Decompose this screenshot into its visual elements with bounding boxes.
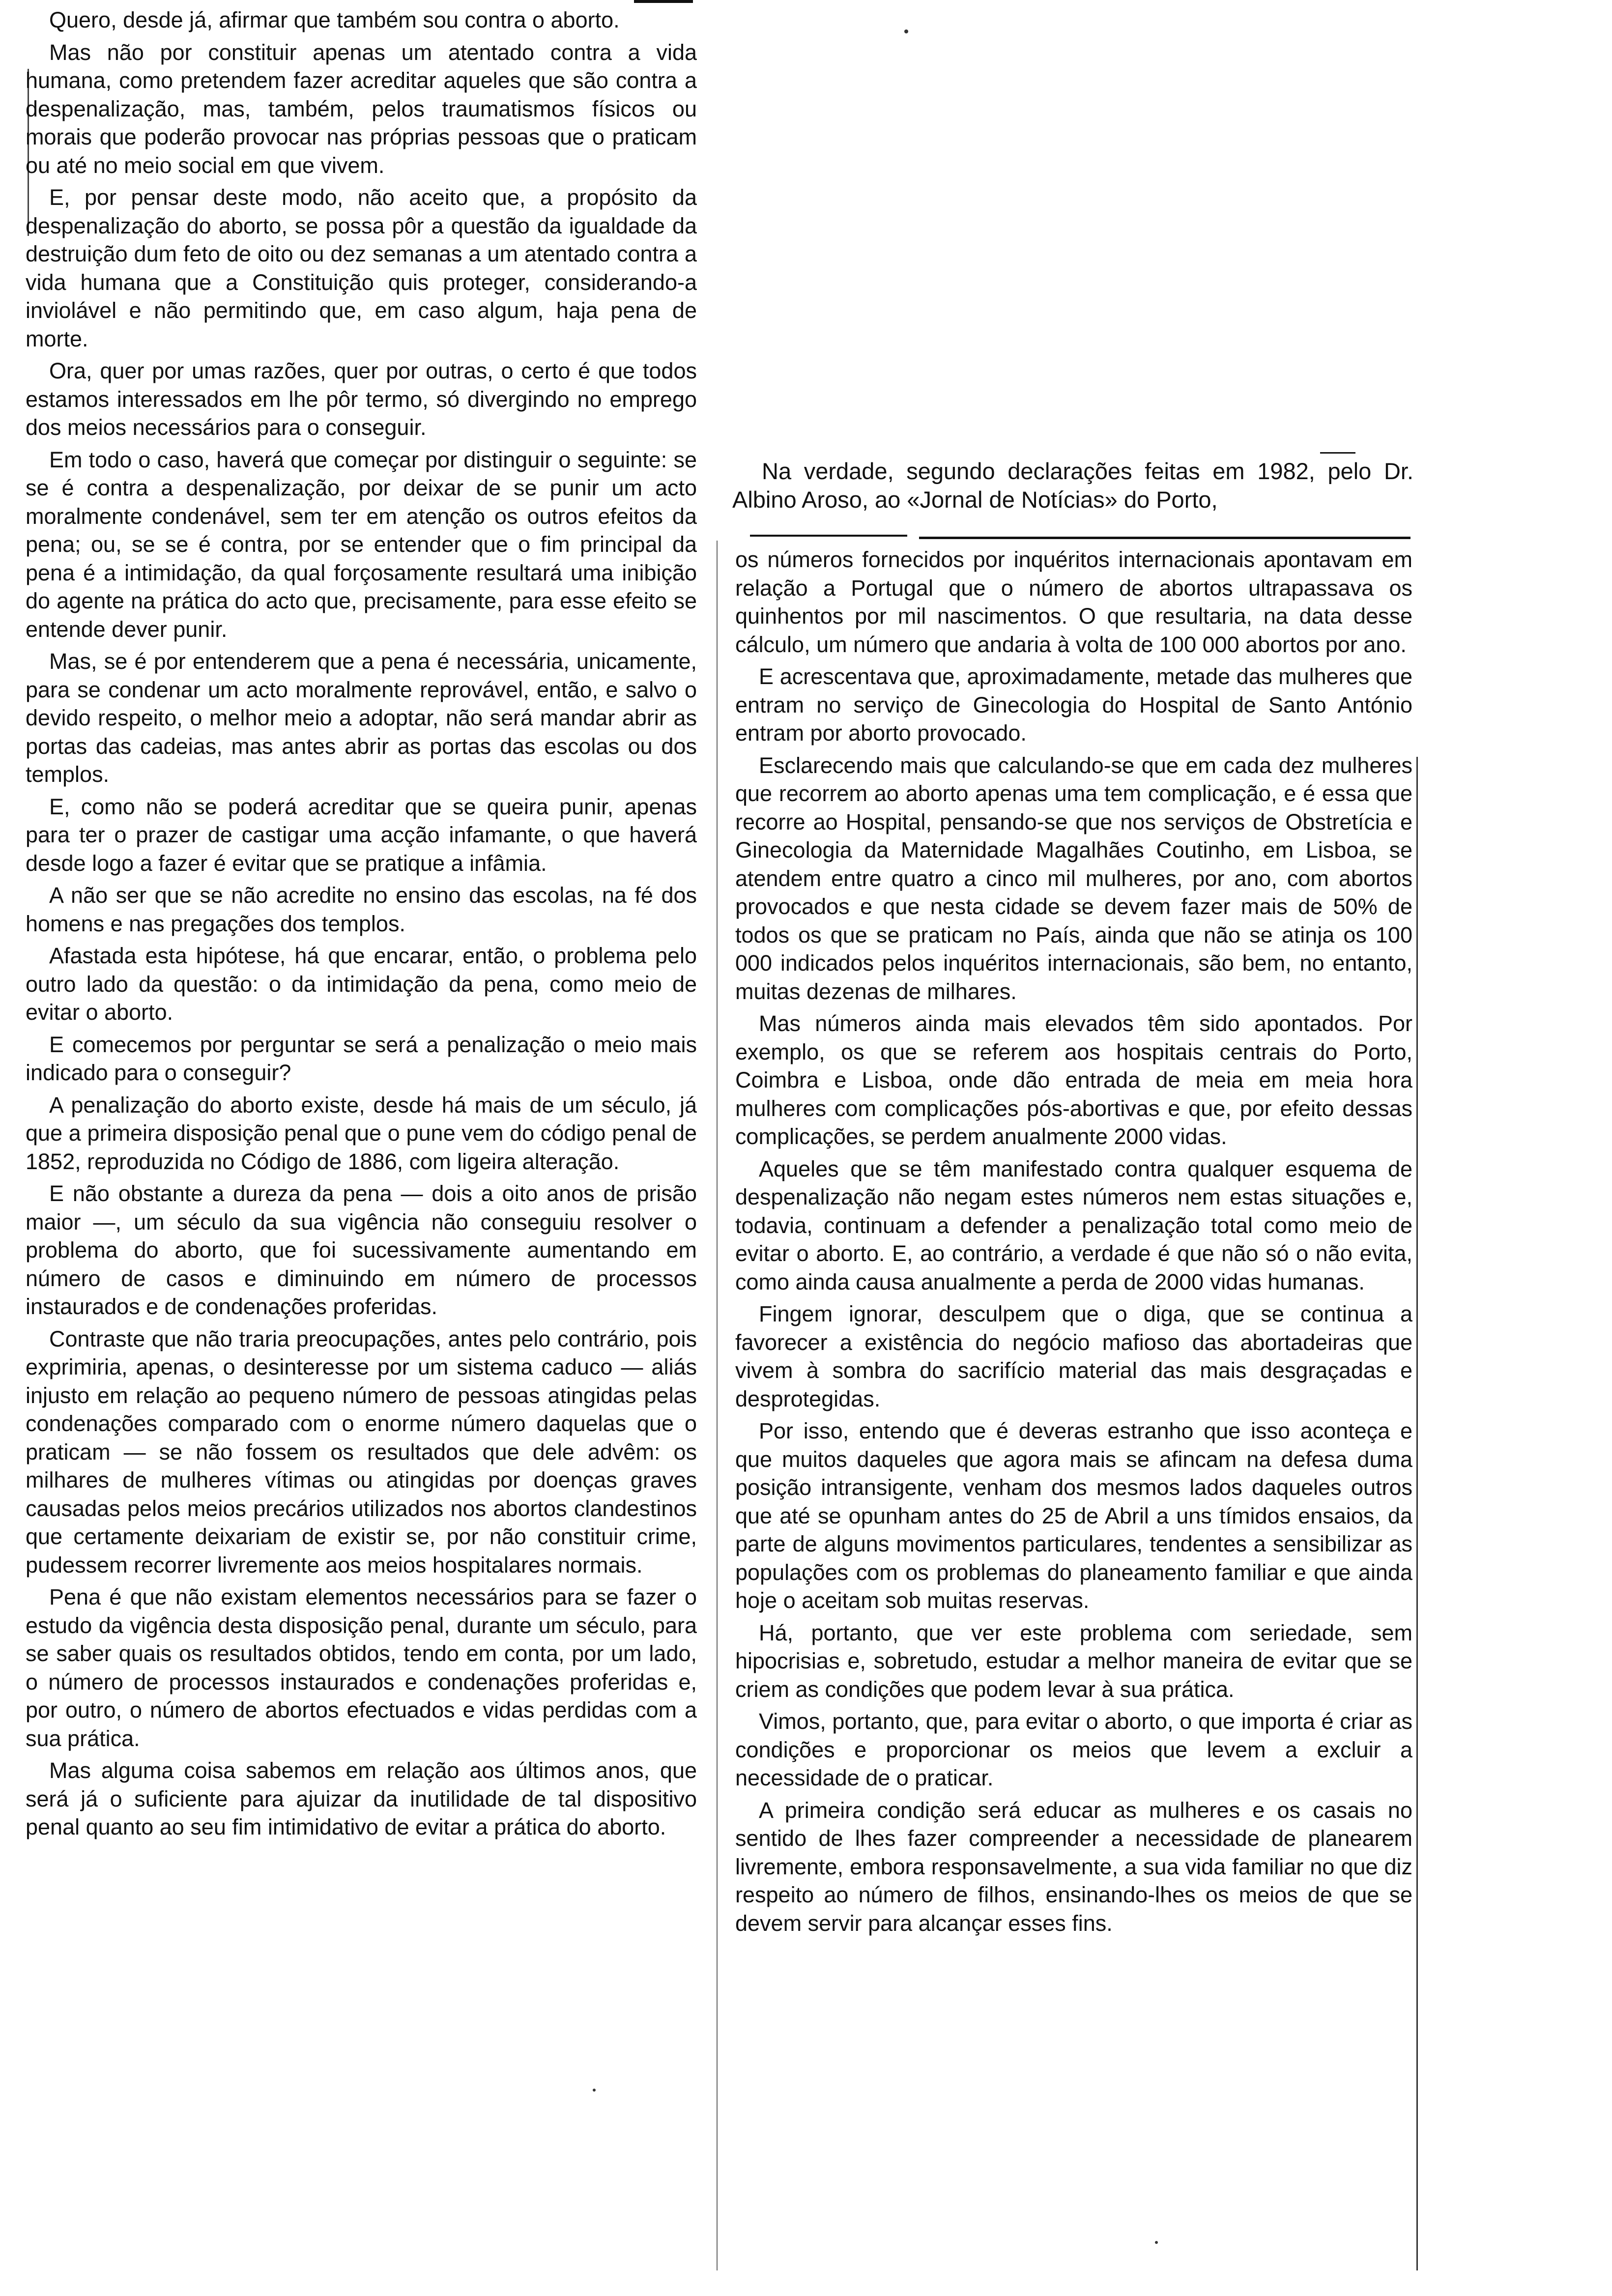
right-column-lead	[732, 457, 1413, 514]
paragraph: E comecemos por perguntar se será a penalização o meio mais indicado para o conseguir?	[26, 1032, 697, 1085]
paragraph: Mas números ainda mais elevados têm sido apontados. Por exemplo, os que se referem aos hospitais centrais do Porto, Coimbra e Lisboa, onde dão entrada de meia em meia hora mulheres com complicações pós-abortivas e que, por efeito dessas complicações, se perdem anualmente 2000 vidas.	[735, 1011, 1412, 1149]
paragraph: Por isso, entendo que é deveras estranho que isso aconteça e que muitos daqueles que agora mais se afincam na defesa duma posição intransigente, venham dos mesmos lados daqueles outros que até se opunham antes do 25 de Abril a uns tímidos ensaios, da parte de alguns movimentos particulares, tendentes a sensibilizar as populações com os problemas do planeamento familiar e que ainda hoje o aceitam sob muitas reservas.	[735, 1418, 1412, 1613]
paragraph: Ora, quer por umas razões, quer por outras, o certo é que todos estamos interessados em lhe pôr termo, só divergindo no emprego dos meios necessários para o conseguir.	[26, 358, 697, 440]
paragraph: Quero, desde já, afirmar que também sou contra o aborto.	[49, 7, 620, 32]
paragraph: E, por pensar deste modo, não aceito que, a propósito da despenalização do aborto, se possa pôr a questão da igualdade da destruição dum feto de oito ou dez semanas a um atentado contra a vida humana que a Constituição quis proteger, considerando-a inviolável e não permitindo que, em caso algum, haja pena de morte.	[26, 185, 697, 351]
lead-underline-right	[919, 537, 1410, 539]
lead-top-rule	[1320, 452, 1355, 454]
paragraph: Afastada esta hipótese, há que encarar, então, o problema pelo outro lado da questão: o da intimidação da pena, como meio de evitar o aborto.	[26, 943, 697, 1025]
paragraph: os números fornecidos por inquéritos internacionais apontavam em relação a Portugal que o número de abortos ultrapassava os quinhentos por mil nascimentos. O que resultaria, na data desse cálculo, um número que andaria à volta de 100 000 abortos por ano.	[735, 547, 1412, 657]
paragraph: Esclarecendo mais que calculando-se que em cada dez mulheres que recorrem ao aborto apenas uma tem complicação, e é essa que recorre ao Hospital, pensando-se que nos serviços de Obstretícia e Ginecologia da Maternidade Magalhães Coutinho, em Lisboa, se atendem entre quatro a cinco mil mulheres, por ano, com abortos provocados e que nesta cidade se devem fazer mais de 50% de todos os que se praticam no País, ainda que não se atinja os 100 000 indicados pelos inquéritos internacionais, são bem, no entanto, muitas dezenas de milhares.	[735, 752, 1412, 1004]
paragraph: E, como não se poderá acreditar que se queira punir, apenas para ter o prazer de castigar uma acção infamante, o que haverá desde logo a fazer é evitar que se pratique a infâmia.	[26, 794, 697, 876]
article-left-column	[26, 6, 697, 2286]
lead-paragraph: Na verdade, segundo declarações feitas em 1982, pelo Dr. Albino Aroso, ao «Jornal de Notícias» do Porto,	[732, 458, 1413, 513]
paragraph: Contraste que não traria preocupações, antes pelo contrário, pois exprimiria, apenas, o desinteresse por um sistema caduco — aliás injusto em relação ao pequeno número de pessoas atingidas pelas condenações comparado com o enorme número daquelas que o praticam — se não fossem os resultados que dele advêm: os milhares de mulheres vítimas ou atingidas por doenças graves causadas pelos meios precários utilizados nos abortos clandestinos que certamente deixariam de existir se, por não constituir crime, pudessem recorrer livremente aos meios hospitalares normais.	[26, 1326, 697, 1578]
paragraph: Aqueles que se têm manifestado contra qualquer esquema de despenalização não negam estes números nem estas situações e, todavia, continuam a defender a penalização total como meio de evitar o aborto. E, ao contrário, a verdade é que não só o não evita, como ainda causa anualmente a perda de 2000 vidas humanas.	[735, 1156, 1412, 1294]
paragraph: Fingem ignorar, desculpem que o diga, que se continua a favorecer a existência do negócio mafioso das abortadeiras que vivem à sombra do sacrifício material das mais desgraçadas e desprotegidas.	[735, 1301, 1412, 1411]
scan-speck	[904, 29, 908, 33]
right-margin-line	[1416, 757, 1418, 2270]
paragraph: E não obstante a dureza da pena — dois a oito anos de prisão maior —, um século da sua vigência não conseguiu resolver o problema do aborto, que foi sucessivamente aumentando em número de casos e diminuindo em número de processos instaurados e de condenações proferidas.	[26, 1181, 697, 1319]
scan-speck	[1155, 2241, 1158, 2244]
article-right-column	[735, 545, 1412, 2296]
paragraph: Há, portanto, que ver este problema com seriedade, sem hipocrisias e, sobretudo, estudar a melhor maneira de evitar que se criem as condições que podem levar à sua prática.	[735, 1620, 1412, 1702]
paragraph: A primeira condição será educar as mulheres e os casais no sentido de lhes fazer compreender a necessidade de planearem livremente, embora responsavelmente, a sua vida familiar no que diz respeito ao número de filhos, ensinando-lhes os meios de que se devem servir para alcançar esses fins.	[735, 1797, 1412, 1936]
paragraph: Mas não por constituir apenas um atentado contra a vida humana, como pretendem fazer acreditar aqueles que são contra a despenalização, mas, também, pelos traumatismos físicos ou morais que poderão provocar nas próprias pessoas que o praticam ou até no meio social em que vivem.	[26, 39, 697, 178]
scan-speck	[593, 2089, 596, 2092]
paragraph: Pena é que não existam elementos necessários para se fazer o estudo da vigência desta disposição penal, durante um século, para se saber quais os resultados obtidos, tendo em conta, por um lado, o número de processos instaurados e condenações proferidas e, por outro, o número de abortos efectuados e vidas perdidas com a sua prática.	[26, 1584, 697, 1751]
paragraph: Mas alguma coisa sabemos em relação aos últimos anos, que será já o suficiente para ajuizar da inutilidade de tal dispositivo penal quanto ao seu fim intimidativo de evitar a prática do aborto.	[26, 1758, 697, 1839]
paragraph: Vimos, portanto, que, para evitar o aborto, o que importa é criar as condições e proporcionar os meios que levem a excluir a necessidade de o praticar.	[735, 1709, 1412, 1790]
paragraph: Mas, se é por entenderem que a pena é necessária, unicamente, para se condenar um acto moralmente reprovável, então, e salvo o devido respeito, o melhor meio a adoptar, não será mandar abrir as portas das cadeias, mas antes abrir as portas das escolas ou dos templos.	[26, 649, 697, 787]
paragraph: A penalização do aborto existe, desde há mais de um século, já que a primeira disposição penal que o pune vem do código penal de 1852, reproduzida no Código de 1886, com ligeira alteração.	[26, 1092, 697, 1174]
top-edge-fragment	[634, 0, 693, 3]
lead-underline-left	[750, 535, 907, 537]
paragraph: A não ser que se não acredite no ensino das escolas, na fé dos homens e nas pregações dos templos.	[26, 883, 697, 936]
paragraph: E acrescentava que, aproximadamente, metade das mulheres que entram no serviço de Ginecologia do Hospital de Santo António entram por aborto provocado.	[735, 664, 1412, 746]
column-divider	[717, 541, 718, 2270]
paragraph: Em todo o caso, haverá que começar por distinguir o seguinte: se se é contra a despenalização, por deixar de se punir um acto moralmente condenável, sem ter em atenção os outros efeitos da pena; ou, se se é contra, por se entender que o fim principal da pena é a intimidação, da qual forçosamente resultará uma inibição do agente na prática do acto que, precisamente, para esse efeito se entende dever punir.	[26, 447, 697, 642]
